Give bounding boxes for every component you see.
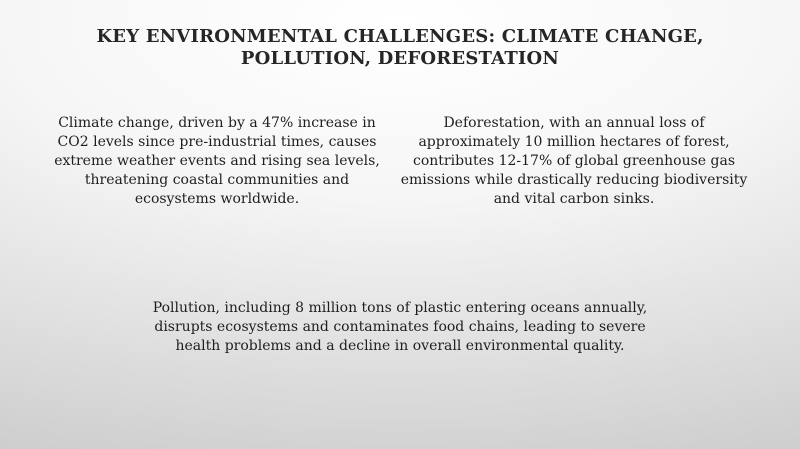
pollution-paragraph: Pollution, including 8 million tons of plastic entering oceans annually, disrupts ecosystems and contaminates food chains, leading to severe health problems and a decline in overall environmental quality. <box>152 300 648 354</box>
deforestation-paragraph: Deforestation, with an annual loss of approximately 10 million hectares of forest, contributes 12-17% of global greenhouse gas emissions while drastically reducing biodiversity and vital carbon sinks. <box>400 115 748 207</box>
slide-title: KEY ENVIRONMENTAL CHALLENGES: CLIMATE CHANGE, POLLUTION, DEFORESTATION <box>96 26 704 69</box>
climate-change-paragraph: Climate change, driven by a 47% increase in CO2 levels since pre-industrial times, causes extreme weather events and rising sea levels, threatening coastal communities and ecosystems worldwide. <box>54 115 380 207</box>
